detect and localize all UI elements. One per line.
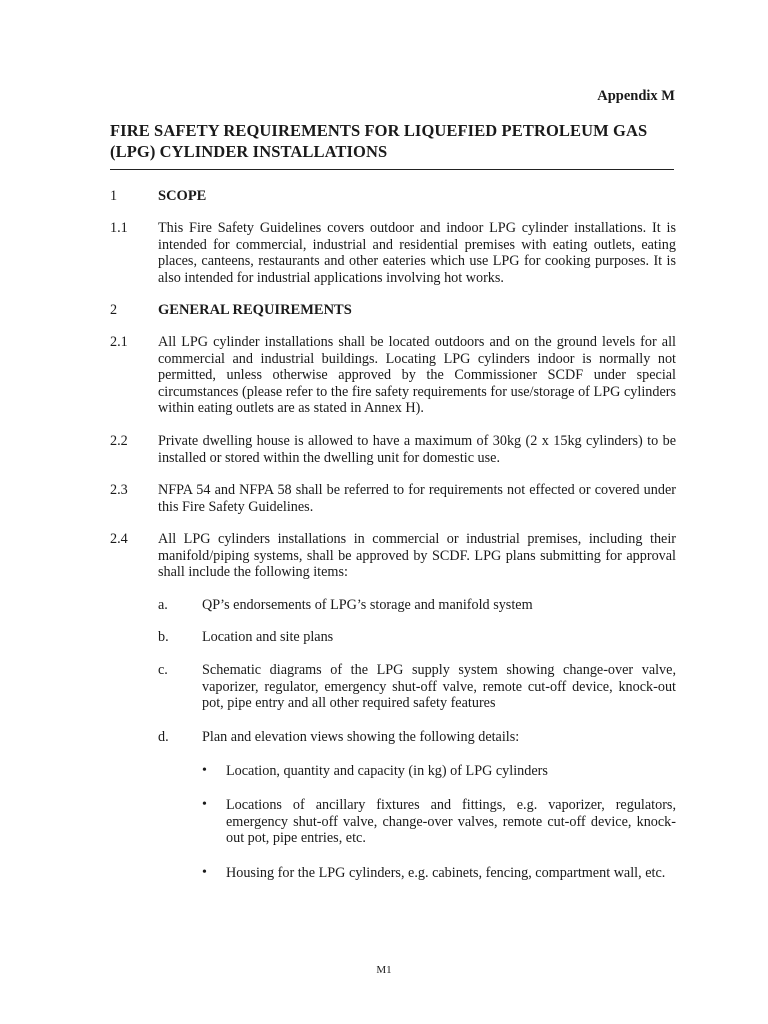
clause-text: All LPG cylinder installations shall be located outdoors and on the ground levels for all commercial and industrial buildings. Locating LPG cylinders indoor is normally not permitted, unless otherwise approved by the Commissioner SCDF under special circumstances (please refer to the fire safety requirements for use/storage of LPG cylinders within eating outlets are as stated in Annex H). [158,334,676,417]
bullet-icon: • [202,797,207,812]
bullet-icon: • [202,763,207,778]
appendix-label: Appendix M [597,88,675,104]
bullet-icon: • [202,865,207,880]
list-item-letter: c. [158,662,168,678]
list-item-text: Location and site plans [202,629,334,645]
section-heading: GENERAL REQUIREMENTS [158,302,352,318]
clause-number: 1.1 [110,220,128,236]
section-number: 2 [110,302,118,318]
bullet-item-text: Locations of ancillary fixtures and fittings, e.g. vaporizer, regulators, emergency shut-off valve, change-over valves, remote cut-off device, knock-out pot, pipe entries, etc. [226,797,676,847]
page-number: M1 [376,964,392,976]
list-item-text: Plan and elevation views showing the following details: [202,729,520,745]
clause-text: This Fire Safety Guidelines covers outdoor and indoor LPG cylinder installations. It is intended for commercial, industrial and residential premises with eating outlets, eating places, canteens, restaurants and other eateries which use LPG for cooking purposes. It is also intended for industrial applications involving hot works. [158,220,676,286]
title-divider [110,169,674,170]
clause-number: 2.4 [110,531,128,547]
clause-number: 2.3 [110,482,128,498]
bullet-item-text: Housing for the LPG cylinders, e.g. cabinets, fencing, compartment wall, etc. [226,865,666,881]
clause-text: Private dwelling house is allowed to have a maximum of 30kg (2 x 15kg cylinders) to be installed or stored within the dwelling unit for domestic use. [158,433,676,466]
list-item-letter: b. [158,629,169,645]
bullet-item-text: Location, quantity and capacity (in kg) of LPG cylinders [226,763,548,779]
document-title: FIRE SAFETY REQUIREMENTS FOR LIQUEFIED PETROLEUM GAS (LPG) CYLINDER INSTALLATIONS [110,121,648,161]
section-number: 1 [110,188,118,204]
clause-number: 2.2 [110,433,128,449]
clause-text: All LPG cylinders installations in commercial or industrial premises, including their manifold/piping systems, shall be approved by SCDF. LPG plans submitting for approval shall include the following items: [158,531,676,581]
clause-number: 2.1 [110,334,128,350]
list-item-letter: a. [158,597,168,613]
list-item-letter: d. [158,729,169,745]
list-item-text: QP’s endorsements of LPG’s storage and manifold system [202,597,533,613]
section-heading: SCOPE [158,188,207,204]
list-item-text: Schematic diagrams of the LPG supply system showing change-over valve, vaporizer, regulator, emergency shut-off valve, remote cut-off device, knock-out pot, pipe entry and all other required safety features [202,662,676,712]
clause-text: NFPA 54 and NFPA 58 shall be referred to for requirements not effected or covered under this Fire Safety Guidelines. [158,482,676,515]
